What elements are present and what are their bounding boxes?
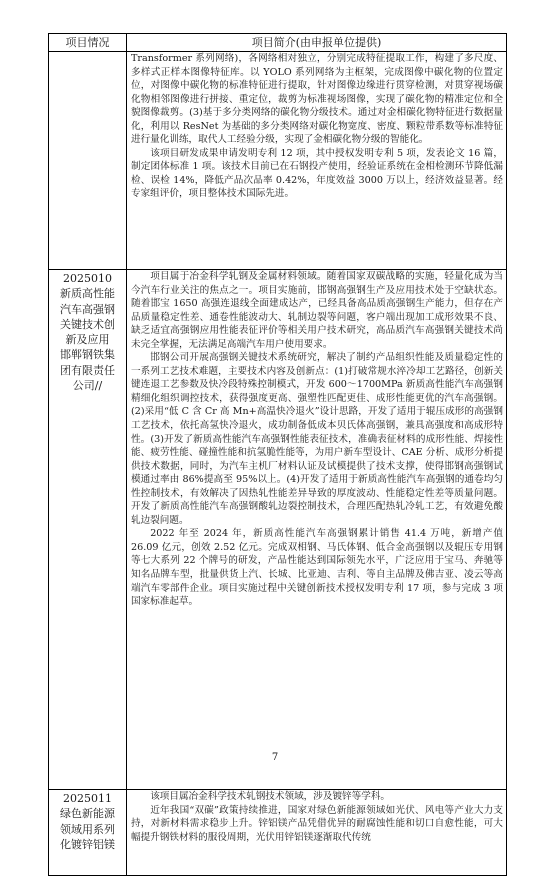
intro-paragraph: 近年我国“双碳”政策持续推进，国家对绿色新能源领域如光伏、风电等产业大力支持，对新材料需求稳步上升。锌铝镁产品凭借优异的耐腐蚀性能和切口自愈性能，可大幅提升钢铁材料的服役周期，光伏用锌铝镁逐渐取代传统 <box>131 804 503 843</box>
project-info-cell <box>49 52 127 270</box>
project-info-line: 绿色新能源 <box>60 807 115 821</box>
project-info-line: 邯郸钢铁集 <box>60 348 115 362</box>
project-info-line: 领域用系列 <box>60 822 115 836</box>
project-intro-cell <box>127 52 507 270</box>
project-info-line: 2025010 <box>63 272 112 285</box>
table-row <box>49 52 507 270</box>
project-info-line: 新质高性能 <box>60 287 115 301</box>
project-info-line: 新及应用 <box>65 333 110 347</box>
project-intro-cell <box>127 270 507 790</box>
project-info-line: 汽车高强钢 <box>60 302 115 316</box>
project-info-line: 2025011 <box>63 792 112 805</box>
project-info-line: 关键技术创 <box>60 317 115 331</box>
header-project-status: 项目情况 <box>49 34 127 52</box>
page-number: 7 <box>271 752 279 763</box>
intro-paragraph: 该项目属冶金科学技术轧钢技术领域，涉及镀锌等学科。 <box>150 791 391 802</box>
table-header-row <box>49 34 507 52</box>
header-project-intro: 项目简介(由申报单位提供) <box>127 34 507 52</box>
project-table <box>48 33 507 876</box>
project-intro-cell <box>127 790 507 876</box>
project-info-line: 团有限责任 <box>60 363 115 377</box>
intro-paragraph: Transformer 系列网络)，各网络相对独立，分别完成特征提取工作，构建了多尺度、多样式正样本图像特征库。以 YOLO 系列网络为主框架，完成图像中碳化物的位置定位，对图像中碳化物的标准特征进行提取，针对图像边缘进行贯穿检测，对贯穿视场碳化物相邻图像进行拼接、重定位，裁剪为标准视场图像，实现了碳化物的精准定位和全貌图像裁剪。(3)基于多分类网络的碳化物分级技术。通过对金相碳化物特征进行数据量化，利用以 ResNet 为基础的多分类网络对碳化物宽度、密度、颗粒带系数等标准特征进行量化训练，取代人工经验分级，实现了金相碳化物分级的智能化。 <box>131 53 503 146</box>
intro-paragraph: 项目属于冶金科学轧钢及金属材料领域。随着国家双碳战略的实施，轻量化成为当今汽车行业关注的焦点之一。项目实施前，邯钢高强钢生产及应用技术处于空缺状态。随着邯宝 1650 高强连退线全面建成达产，已经具备高品质高强钢生产能力，但存在产品质量稳定性差、通卷性能波动大、轧制边裂等问题，客户端出现加工成形效果不良、缺乏适宜高强钢应用性能表征评价等相关用户技术研究，高品质汽车高强钢关键技术尚未完全掌握，无法满足高端汽车用户使用要求。 <box>131 271 503 350</box>
intro-paragraph: 2022 年至 2024 年，新质高性能汽车高强钢累计销售 41.4 万吨，新增产值 26.09 亿元，创效 2.52 亿元。完成双相钢、马氏体钢、低合金高强钢以及辊压专用钢等七大系列 22 个牌号的研发，产品性能达到国际领先水平，广泛应用于宝马、奔驰等知名品牌车型，批量供货上汽、长城、比亚迪、吉利、等自主品牌及佛吉亚、凌云等高端汽车零部件企业。项目实施过程中关键创新技术授权发明专利 17 项，参与完成 3 项国家标准起草。 <box>131 528 503 608</box>
table-row <box>49 270 507 790</box>
project-info-line: 公司// <box>72 379 103 393</box>
table-row <box>49 790 507 876</box>
project-info-line: 化镀锌铝镁 <box>60 837 115 851</box>
intro-paragraph: 邯钢公司开展高强钢关键技术系统研究，解决了制约产品组织性能及质量稳定性的一系列工艺技术难题，主要技术内容及创新点：(1)打破常规水淬冷却工艺路径，创新关键连退工艺参数及快冷段特殊控制模式，开发 600～1700MPa 新质高性能汽车高强钢精细化组织调控技术，获得强度更高、强塑性匹配更佳、成形性能更优的汽车高强钢。(2)采用“低 C 含 Cr 高 Mn+高温快冷退火”设计思路，开发了适用于辊压成形的高强钢工艺技术，依托高氢快冷退火，成功制备低成本贝氏体高强钢，兼具高强度和高成形特性。(3)开发了新质高性能汽车高强钢性能表征技术，准确表征材料的成形性能、焊接性能、疲劳性能、碰撞性能和抗氢脆性能等，为用户新车型设计、CAE 分析、成形分析提供技术数据，同时，为汽车主机厂材料认证及试模提供了技术支撑，使得邯钢高强钢试模通过率由 86%提高至 95%以上。(4)开发了适用于新质高性能汽车高强钢的通卷均匀性控制技术，有效解决了因热轧性能差异导致的厚度波动、性能稳定性差等质量问题。开发了新质高性能汽车高强钢酸轧边裂控制技术，合理匹配热轧冷轧工艺，有效避免酸轧边裂问题。 <box>131 352 503 526</box>
intro-paragraph: 该项目研发成果申请发明专利 12 项，其中授权发明专利 5 项，发表论文 16 篇，制定团体标准 1 项。该技术目前已在石钢投产使用，经验证系统在金相检测环节降低漏检、误检 14%，降低产品次品率 0.42%，年度效益 3000 万以上，经济效益显著。经专家组评价，项目整体技术国际先进。 <box>131 147 503 200</box>
project-info-cell <box>49 790 127 876</box>
project-info-cell <box>49 270 127 790</box>
